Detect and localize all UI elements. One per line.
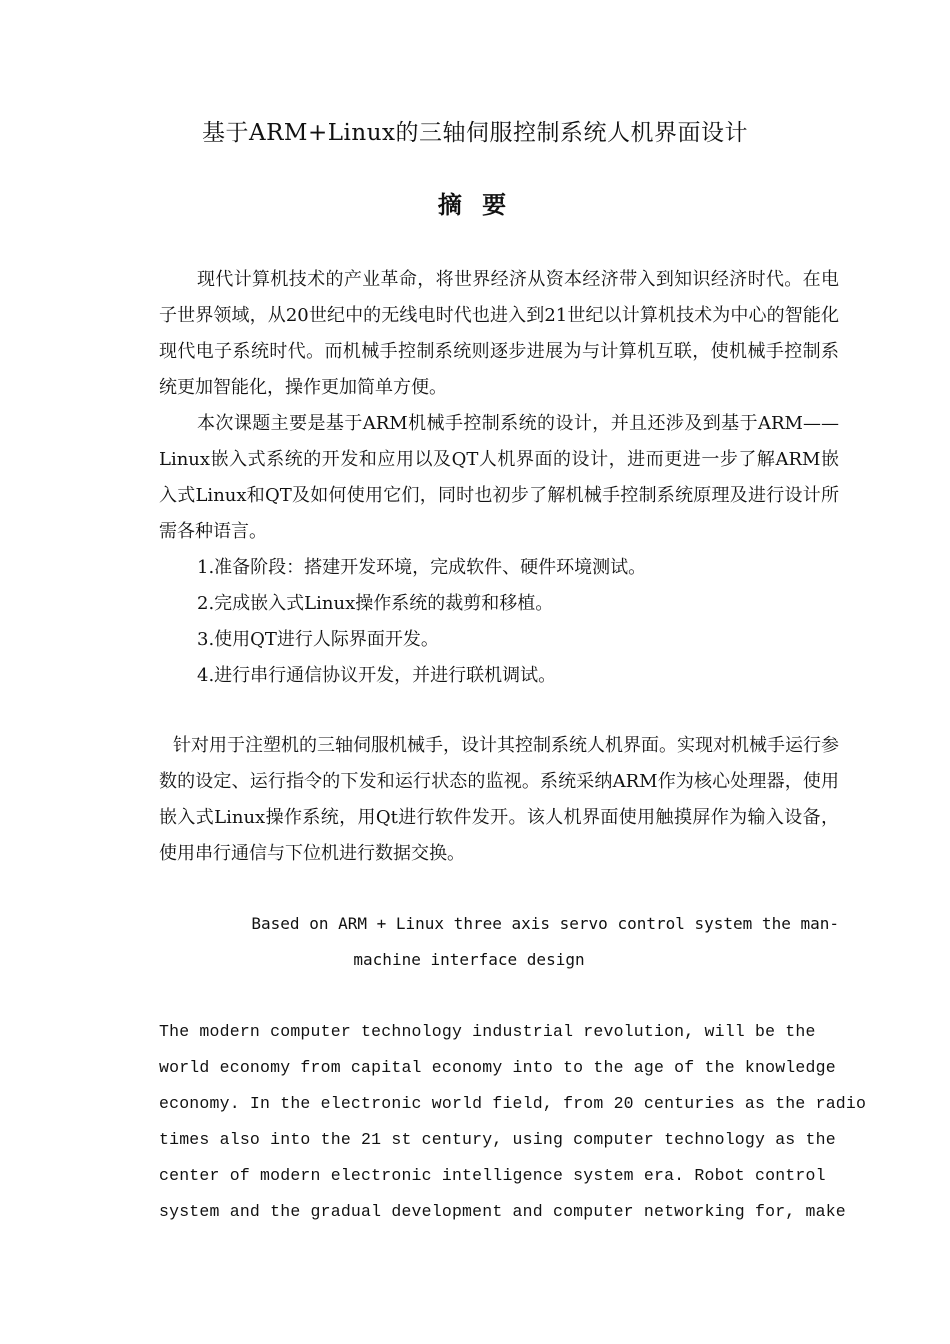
english-body-line: center of modern electronic intelligence system era. Robot control xyxy=(159,1166,826,1185)
english-title-line-2: machine interface design xyxy=(353,950,585,969)
abstract-summary-chinese xyxy=(159,728,839,872)
abstract-paragraph-2: 本次课题主要是基于ARM机械手控制系统的设计，并且还涉及到基于ARM——Linux嵌入式系统的开发和应用以及QT人机界面的设计，进而更进一步了解ARM嵌入式Linux和QT及如何使用它们，同时也初步了解机械手控制系统原理及进行设计所需各种语言。 xyxy=(159,413,839,542)
step-item-3: 3.使用QT进行人际界面开发。 xyxy=(197,629,439,650)
step-item-1: 1.准备阶段：搭建开发环境，完成软件、硬件环境测试。 xyxy=(197,557,647,578)
english-body-line: times also into the 21 st century, using computer technology as the xyxy=(159,1130,836,1149)
abstract-paragraph-1: 现代计算机技术的产业革命，将世界经济从资本经济带入到知识经济时代。在电子世界领域，从20世纪中的无线电时代也进入到21世纪以计算机技术为中心的智能化现代电子系统时代。而机械手控制系统则逐步进展为与计算机互联，使机械手控制系统更加智能化，操作更加简单方便。 xyxy=(159,269,839,398)
abstract-body-english xyxy=(159,1014,867,1230)
english-body-line: The modern computer technology industrial revolution, will be the xyxy=(159,1022,816,1041)
abstract-body-chinese xyxy=(159,262,839,694)
english-body-line: system and the gradual development and computer networking for, make xyxy=(159,1202,846,1221)
document-title-english xyxy=(159,906,839,978)
english-title-line-1: Based on ARM + Linux three axis servo control system the man- xyxy=(251,914,839,933)
step-item-2: 2.完成嵌入式Linux操作系统的裁剪和移植。 xyxy=(197,593,554,614)
abstract-paragraph-3: 针对用于注塑机的三轴伺服机械手，设计其控制系统人机界面。实现对机械手运行参数的设定、运行指令的下发和运行状态的监视。系统采纳ARM作为核心处理器，使用嵌入式Linux操作系统，用Qt进行软件发开。该人机界面使用触摸屏作为输入设备，使用串行通信与下位机进行数据交换。 xyxy=(159,735,839,864)
step-item-4: 4.进行串行通信协议开发，并进行联机调试。 xyxy=(197,665,557,686)
english-body-line: world economy from capital economy into to the age of the knowledge xyxy=(159,1058,836,1077)
document-title-chinese: 基于ARM+Linux的三轴伺服控制系统人机界面设计 xyxy=(202,120,748,146)
abstract-heading: 摘 要 xyxy=(437,191,513,219)
english-body-line: economy. In the electronic world field, from 20 centuries as the radio xyxy=(159,1094,867,1113)
